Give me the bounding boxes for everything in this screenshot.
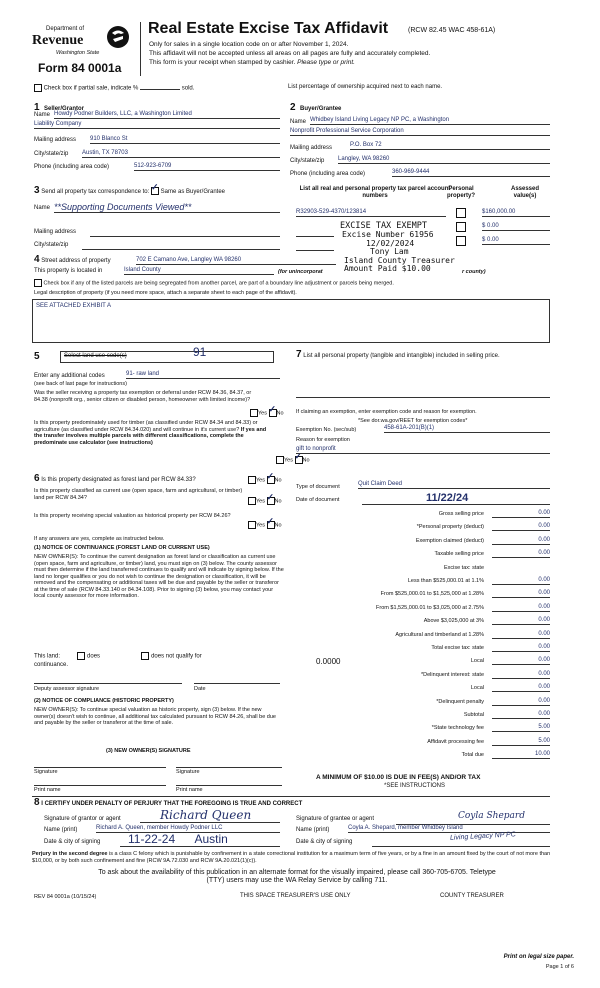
section3-city-field[interactable] xyxy=(82,241,280,250)
notice1-body: NEW OWNER(S): To continue the current designation as forest land or classification as current use (open space, farm and agriculture, or timber) land, you must sign on (3) below. The county assessor must then determine if the land transferred continues to qualify and will indicate by signing below. If the land no longer qualifies or you do not wish to continue the designation or classification, it will be removed and the compensating or additional taxes will be due and payable by the seller or transferor at the time of sale (RCW 84.33.140 or 84.34.108). Prior to signing (3) below, you may contact your local county assessor for more information. xyxy=(34,554,284,599)
tax-row xyxy=(296,588,550,601)
tax-row xyxy=(296,696,550,709)
section3-city-label: City/state/zip xyxy=(34,242,69,248)
tax-row-label: From $1,525,000.01 to $3,025,000 at 2.75% xyxy=(376,604,484,611)
exemption-no-field[interactable]: 458-61A-201(B)(1) xyxy=(384,425,550,433)
parcel-col-header: List all real and personal property tax parcel account numbers xyxy=(299,186,451,199)
section3-mail-label: Mailing address xyxy=(34,229,77,235)
property-street-field[interactable]: 702 E Camano Ave, Langley WA 98260 xyxy=(136,257,336,265)
tax-row-value[interactable]: 0.00 xyxy=(492,590,550,598)
tax-row xyxy=(296,749,550,762)
tax-row xyxy=(296,615,550,628)
tax-row-value[interactable]: 0.00 xyxy=(492,671,550,679)
does-checkbox[interactable] xyxy=(77,652,85,660)
minimum-due-note: A MINIMUM OF $10.00 IS DUE IN FEE(S) AND/OR TAX xyxy=(316,774,481,781)
buyer-name-field[interactable]: Whidbey Island Living Legacy NP PC, a Washington xyxy=(310,117,550,125)
header-divider xyxy=(140,22,141,76)
owner-sig-label-2: Signature xyxy=(176,769,200,775)
section3-mail-field[interactable] xyxy=(90,228,280,237)
tax-row xyxy=(296,602,550,615)
treasurer-space-label: THIS SPACE TREASURER'S USE ONLY xyxy=(240,893,351,899)
section6-q2: Is this property classified as current use (open space, farm and agricultural, or timber) land per RCW 84.34? xyxy=(34,488,243,501)
notice1-title: (1) NOTICE OF CONTINUANCE (FOREST LAND OR CURRENT USE) xyxy=(34,545,210,551)
tax-row-value[interactable]: 5.00 xyxy=(492,738,550,746)
doc-date-field[interactable]: 11/22/24 xyxy=(362,492,550,505)
section6-q3-answers: Yes ✓ No xyxy=(248,521,282,529)
partial-sale-row: Check box if partial sale, indicate % sold. xyxy=(34,84,194,93)
tax-row-value[interactable]: 0.00 xyxy=(492,698,550,706)
notice2-title: (2) NOTICE OF COMPLIANCE (HISTORIC PROPERTY) xyxy=(34,698,174,704)
seller-city-field[interactable]: Austin, TX 78703 xyxy=(82,150,280,158)
assessed-col-header: Assessed value(s) xyxy=(510,186,540,199)
grantee-date-field[interactable] xyxy=(372,845,550,847)
same-as-buyer-checkbox[interactable] xyxy=(151,187,159,195)
tax-row-value[interactable]: 0.00 xyxy=(492,523,550,531)
legal-desc-label: Legal description of property (if you need more space, attach a separate sheet to each page of the affidavit). xyxy=(34,290,297,296)
legal-desc-field[interactable]: SEE ATTACHED EXHIBIT A xyxy=(32,299,550,343)
tax-row xyxy=(296,575,550,588)
county-field[interactable]: Island County xyxy=(124,267,274,275)
additional-codes-label: Enter any additional codes xyxy=(34,373,105,379)
assessed-value-2[interactable]: $ 0.00 xyxy=(482,223,550,231)
historic-yes-checkbox[interactable] xyxy=(248,521,256,529)
grantee-signature-value: Coyla Shepard xyxy=(458,811,525,821)
doc-type-label: Type of document xyxy=(296,484,340,490)
subtitle-3: This form is your receipt when stamped by cashier. Please type or print. xyxy=(149,59,355,66)
owner-sig-label-1: Signature xyxy=(34,769,58,775)
alt-format-notice-2: (TTY) users may use the WA Relay Service by calling 711. xyxy=(206,877,388,884)
stamp-line-6: Amount Paid $10.00 xyxy=(344,264,431,273)
segregated-checkbox[interactable] xyxy=(34,279,42,287)
notice3-title: (3) NEW OWNER(S) SIGNATURE xyxy=(106,748,191,754)
personal-property-checkbox-1[interactable] xyxy=(456,208,466,218)
tax-row-value[interactable]: 10.00 xyxy=(492,751,550,759)
buyer-city-label: City/state/zip xyxy=(290,158,325,164)
perjury-notice: Perjury in the second degree is a class C felony which is punishable by confinement in a state correctional institution for a maximum term of five years, or by a fine in an amount fixed by the court of not more than $10,000, or by both such confinement and fine (RCW 9A.72.030 and RCW 9A.20.021(1)(c)). xyxy=(32,851,551,864)
section5-q1-answers: Yes ✓ No xyxy=(250,409,284,417)
parcel-number-field[interactable]: R32903-529-4370/123814 xyxy=(296,209,446,217)
deputy-date-label: Date xyxy=(194,686,206,692)
tax-row-label: *State technology fee xyxy=(431,725,484,732)
tax-row-value[interactable]: 0.00 xyxy=(492,604,550,612)
owner-sig-line-1[interactable] xyxy=(34,767,166,768)
form-title: Real Estate Excise Tax Affidavit xyxy=(148,20,389,37)
tax-row-label: From $525,000.01 to $1,525,000 at 1.28% xyxy=(380,591,484,598)
deputy-sig-line[interactable] xyxy=(34,683,182,684)
exemption-no-label: Exemption No. (sec/sub) xyxy=(296,427,357,433)
grantee-name-label: Name (print) xyxy=(296,827,330,833)
personal-property-checkbox-2[interactable] xyxy=(456,222,466,232)
tax-row-label: Subtotal xyxy=(463,712,484,718)
section6-q1: 6 Is this property designated as forest land per RCW 84.33? xyxy=(34,473,196,484)
tax-row-value[interactable]: 0.00 xyxy=(492,537,550,545)
section5-q2-answers: Yes ✓ No xyxy=(276,456,310,464)
tax-row xyxy=(296,562,550,575)
owner-print-label-2: Print name xyxy=(176,787,203,793)
tax-row xyxy=(296,722,550,735)
section7-text: 7 List all personal property (tangible and intangible) included in selling price. xyxy=(296,349,500,360)
tax-row-value[interactable]: 0.00 xyxy=(492,510,550,518)
tax-row-label: Less than $525,000.01 at 1.1% xyxy=(407,578,484,584)
buyer-heading: 2 Buyer/Grantee xyxy=(290,102,342,113)
tax-row-label: *Delinquent penalty xyxy=(436,698,484,705)
stamp-line-4: Tony Lam xyxy=(370,247,409,256)
alt-format-notice-1: To ask about the availability of this publication in an alternate format for the visually impaired, please call 360-705-6705. Teletype xyxy=(98,869,496,876)
unincorporated-note-a: (for unincorporat xyxy=(278,269,323,275)
seller-mail-label: Mailing address xyxy=(34,137,77,143)
section8-title: 8 I CERTIFY UNDER PENALTY OF PERJURY THAT THE FOREGOING IS TRUE AND CORRECT xyxy=(34,797,303,808)
personal-property-checkbox-3[interactable] xyxy=(456,236,466,246)
section6-q2-answers: Yes ✓ No xyxy=(248,497,282,505)
notice2-body: NEW OWNER(S): To continue special valuation as historic property, sign (3) below. If the new owner(s) doesn't wish to continue, all additional tax calculated pursuant to RCW 84.26, shall be due and payable by the seller or transferor at the time of sale. xyxy=(34,707,276,726)
this-land-row: This land: does does not qualify for xyxy=(34,653,202,660)
dor-logo xyxy=(32,24,132,80)
tax-row-value[interactable]: 0.00 xyxy=(492,644,550,652)
tax-row-label: Taxable selling price xyxy=(434,551,484,558)
additional-codes-field[interactable]: 91- raw land xyxy=(126,371,280,379)
seller-name-field-2[interactable]: Liability Company xyxy=(34,121,280,129)
owner-sig-line-2[interactable] xyxy=(176,767,282,768)
dept-line3: Washington State xyxy=(56,50,100,56)
q2-no-checkbox[interactable] xyxy=(295,456,303,464)
owner-print-line-1[interactable] xyxy=(34,785,166,786)
buyer-mail-label: Mailing address xyxy=(290,145,333,151)
does-not-checkbox[interactable] xyxy=(141,652,149,660)
grantor-signature-field[interactable]: Richard Queen xyxy=(140,808,280,823)
assessed-value-1[interactable]: $160,000.00 xyxy=(482,209,550,217)
continuance-label: continuance. xyxy=(34,662,69,668)
see-back-note: (see back of last page for instructions) xyxy=(34,381,127,387)
tax-row-value[interactable]: 0.00 xyxy=(492,711,550,719)
section8-divider xyxy=(32,796,550,797)
owner-print-label-1: Print name xyxy=(34,787,61,793)
grantee-date-label: Date & city of signing xyxy=(296,839,353,845)
stamp-line-2: Excise Number 61956 xyxy=(342,230,434,239)
stamp-line-3: 12/02/2024 xyxy=(366,238,415,248)
buyer-mail-field[interactable]: P.O. Box 72 xyxy=(350,142,550,150)
if-yes-note: If any answers are yes, complete as instructed below. xyxy=(34,536,165,542)
buyer-phone-label: Phone (including area code) xyxy=(290,171,366,177)
subtitle-2: This affidavit will not be accepted unless all areas on all pages are fully and accurately completed. xyxy=(149,50,431,57)
current-use-yes-checkbox[interactable] xyxy=(248,497,256,505)
stamp-line-1: EXCISE TAX EXEMPT xyxy=(340,221,427,231)
see-dor-text: *See dor.wa.gov/REET for exemption codes* xyxy=(358,418,468,424)
personal-col-header: Personal property? xyxy=(446,186,475,199)
tax-row-label: Local xyxy=(470,658,484,665)
forest-no-checkbox[interactable] xyxy=(267,476,275,484)
section3-name-field[interactable]: **Supporting Documents Viewed** xyxy=(54,202,280,213)
q1-yes-checkbox[interactable] xyxy=(250,409,258,417)
tax-row-label: Total excise tax: state xyxy=(431,645,484,651)
grantee-extra-name: Living Legacy NP PC xyxy=(449,831,517,842)
section4-street-row: 4 Street address of property xyxy=(34,254,111,265)
tax-row xyxy=(296,736,550,749)
tax-row-label: Agricultural and timberland at 1.28% xyxy=(395,631,484,638)
tax-row-value[interactable]: 0.00 xyxy=(492,617,550,625)
section3-heading: 3 Send all property tax correspondence to: ✓ Same as Buyer/Grantee xyxy=(34,187,225,196)
section5-num: 5 xyxy=(34,351,40,362)
tax-row xyxy=(296,521,550,534)
tax-row-value[interactable]: 0.00 xyxy=(492,577,550,585)
ownership-note: List percentage of ownership acquired next to each name. xyxy=(288,84,443,90)
reason-field[interactable]: gift to nonprofit xyxy=(296,446,550,454)
segregated-row: Check box if any of the listed parcels are being segregated from another parcel, are part of a boundary line adjustment or parcels being merged. xyxy=(34,279,574,287)
parcel-number-field-2[interactable] xyxy=(296,230,334,237)
dor-logo-icon xyxy=(106,24,130,50)
partial-sale-checkbox[interactable] xyxy=(34,84,42,92)
owner-print-line-2[interactable] xyxy=(176,785,282,786)
see-instructions-note: *SEE INSTRUCTIONS xyxy=(384,783,446,789)
buyer-name-label: Name xyxy=(290,119,307,125)
tax-row xyxy=(296,629,550,642)
unincorporated-note-b: r county) xyxy=(462,269,486,275)
grantee-name-field[interactable]: Coyla A. Shepard, member Whidbey Island xyxy=(348,825,550,833)
located-in-label: This property is located in xyxy=(34,268,103,274)
deputy-date-line[interactable] xyxy=(194,683,280,684)
tax-row-label: Local xyxy=(470,685,484,692)
tax-row xyxy=(296,709,550,722)
land-use-select[interactable]: Select land use code(s) 91 xyxy=(60,351,274,363)
tax-row-label: Total due xyxy=(461,752,484,759)
deputy-sig-label: Deputy assessor signature xyxy=(34,686,100,692)
tax-row xyxy=(296,508,550,521)
seller-phone-label: Phone (including area code) xyxy=(34,164,110,170)
tax-row-value[interactable]: 0.00 xyxy=(492,684,550,692)
seller-name-label: Name xyxy=(34,112,51,118)
tax-row-label: *Personal property (deduct) xyxy=(416,524,484,531)
doc-type-field[interactable]: Quit Claim Deed xyxy=(358,481,550,489)
assessed-value-3[interactable]: $ 0.00 xyxy=(482,237,550,245)
q1-no-checkbox[interactable] xyxy=(269,409,277,417)
tax-row xyxy=(296,642,550,655)
historic-no-checkbox[interactable] xyxy=(267,521,275,529)
forest-yes-checkbox[interactable] xyxy=(248,476,256,484)
page-number: Page 1 of 6 xyxy=(545,964,574,970)
dept-line2: Revenue xyxy=(32,33,84,48)
reason-label: Reason for exemption xyxy=(296,437,350,443)
tax-row xyxy=(296,669,550,682)
section6-q1-answers: Yes ✓ No xyxy=(248,476,282,484)
claim-exemption-text: If claiming an exemption, enter exemption code and reason for exemption. xyxy=(296,409,477,415)
tax-row-label: Affidavit processing fee xyxy=(427,738,484,745)
local-rate-value: 0.0000 xyxy=(316,657,341,667)
section3-name-label: Name xyxy=(34,205,51,211)
tax-row-label: Excise tax: state xyxy=(443,564,484,571)
tax-row-label: Gross selling price xyxy=(438,511,484,517)
grantee-sig-label: Signature of grantee or agent xyxy=(296,816,375,822)
section5-q1: Was the seller receiving a property tax exemption or deferral under RCW 84.36, 84.37, or 84.38 (nonprofit org., senior citizen or disabled person, homeowner with limited income)? xyxy=(34,390,252,403)
buyer-phone-field[interactable]: 360-969-9444 xyxy=(392,169,550,177)
personal-property-line[interactable] xyxy=(296,397,550,398)
treasurer-stamp xyxy=(336,222,456,274)
tax-row xyxy=(296,535,550,548)
buyer-city-field[interactable]: Langley, WA 98260 xyxy=(338,156,550,164)
section5-q2: Is this property predominately used for timber (as classified under RCW 84.34 and 84.33) or agriculture (as classified under RCW 84.34.020) and will continue in it's current use? If yes and the transfer involves multiple parcels with different classifications, complete the predominate use calculator (see instructions) xyxy=(34,420,267,446)
doc-date-label: Date of document xyxy=(296,497,340,503)
tax-row xyxy=(296,682,550,695)
tax-row-value[interactable]: 5.00 xyxy=(492,724,550,732)
form-number: Form 84 0001a xyxy=(38,61,122,75)
tax-row xyxy=(296,548,550,561)
grantor-date-field[interactable]: 11-22-24 Austin xyxy=(120,833,280,847)
tax-row-label: *Delinquent interest: state xyxy=(421,671,484,678)
seller-heading: 1 Seller/Grantor xyxy=(34,102,85,113)
dept-line1: Department of xyxy=(46,26,85,32)
county-treasurer-label: COUNTY TREASURER xyxy=(440,893,504,899)
grantor-name-label: Name (print) xyxy=(44,827,78,833)
buyer-name-field-2[interactable]: Nonprofit Professional Service Corporation xyxy=(290,128,550,136)
grantor-name-field[interactable]: Richard A. Queen, member Howdy Podner LLC xyxy=(96,825,280,833)
tax-row-label: Exemption claimed (deduct) xyxy=(415,537,484,544)
current-use-no-checkbox[interactable] xyxy=(267,497,275,505)
tax-row xyxy=(296,655,550,668)
subtitle-1: Only for sales in a single location code on or after November 1, 2024. xyxy=(149,41,349,48)
tax-row-value[interactable]: 0.00 xyxy=(492,550,550,558)
parcel-number-field-3[interactable] xyxy=(296,244,334,251)
q2-yes-checkbox[interactable] xyxy=(276,456,284,464)
form-rcw: (RCW 82.45 WAC 458-61A) xyxy=(408,27,496,34)
grantor-sig-label: Signature of grantor or agent xyxy=(44,816,121,822)
tax-row-value[interactable]: 0.00 xyxy=(492,631,550,639)
rev-number: REV 84 0001a (10/15/24) xyxy=(34,894,97,900)
legal-paper-note: Print on legal size paper. xyxy=(503,954,574,960)
section6-q3: Is this property receiving special valuation as historical property per RCW 84.26? xyxy=(34,513,231,519)
stamp-line-5: Island County Treasurer xyxy=(344,255,455,265)
seller-mail-field[interactable]: 910 Blanco St xyxy=(90,136,280,144)
seller-city-label: City/state/zip xyxy=(34,151,69,157)
tax-row-value[interactable]: 0.00 xyxy=(492,657,550,665)
tax-row-label: Above $3,025,000 at 3% xyxy=(423,618,484,625)
seller-phone-field[interactable]: 512-923-6709 xyxy=(134,163,280,171)
seller-name-field[interactable]: Howdy Podner Builders, LLC, a Washington Limited xyxy=(54,111,280,119)
grantor-date-label: Date & city of signing xyxy=(44,839,101,845)
